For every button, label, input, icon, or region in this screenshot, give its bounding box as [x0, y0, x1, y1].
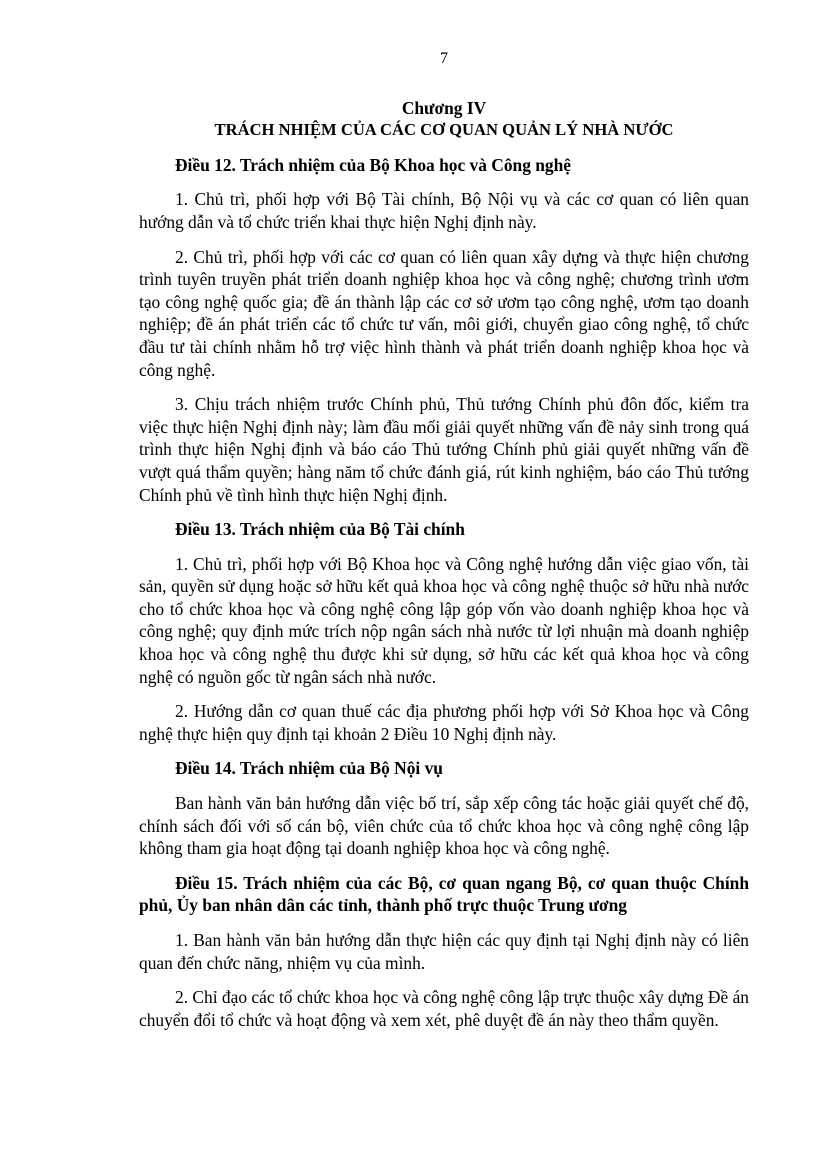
chapter-title: TRÁCH NHIỆM CỦA CÁC CƠ QUAN QUẢN LÝ NHÀ NƯỚC: [214, 120, 674, 140]
article-12-heading: Điều 12. Trách nhiệm của Bộ Khoa học và Công nghệ: [175, 154, 572, 175]
article-12-paragraph-2: 2. Chủ trì, phối hợp với các cơ quan có liên quan xây dựng và thực hiện chương trình tuyên truyền phát triển doanh nghiệp khoa học và công nghệ; chương trình ươm tạo công nghệ quốc gia; đề án thành lập các cơ sở ươm tạo công nghệ, ươm tạo doanh nghiệp; đề án phát triển các tổ chức tư vấn, môi giới, chuyển giao công nghệ, tổ chức đầu tư tài chính nhằm hỗ trợ việc hình thành và phát triển doanh nghiệp khoa học và công nghệ.: [139, 246, 749, 380]
article-12-paragraph-1: 1. Chủ trì, phối hợp với Bộ Tài chính, Bộ Nội vụ và các cơ quan có liên quan hướng dẫn và tổ chức triển khai thực hiện Nghị định này.: [139, 189, 749, 232]
article-13-paragraph-1: 1. Chủ trì, phối hợp với Bộ Khoa học và Công nghệ hướng dẫn việc giao vốn, tài sản, quyền sử dụng hoặc sở hữu kết quả khoa học và công nghệ thuộc sở hữu nhà nước cho tổ chức khoa học và công nghệ công lập góp vốn vào doanh nghiệp khoa học và công nghệ; quy định mức trích nộp ngân sách nhà nước từ lợi nhuận mà doanh nghiệp khoa học và công nghệ thu được khi sử dụng, sở hữu các kết quả khoa học và công nghệ có nguồn gốc từ ngân sách nhà nước.: [139, 553, 749, 687]
article-15-heading: Điều 15. Trách nhiệm của các Bộ, cơ quan ngang Bộ, cơ quan thuộc Chính phủ, Ủy ban nhân dân các tỉnh, thành phố trực thuộc Trung ương: [139, 872, 749, 916]
article-13-paragraph-2: 2. Hướng dẫn cơ quan thuế các địa phương phối hợp với Sở Khoa học và Công nghệ thực hiện quy định tại khoản 2 Điều 10 Nghị định này.: [139, 701, 749, 744]
article-15-paragraph-2: 2. Chỉ đạo các tổ chức khoa học và công nghệ công lập trực thuộc xây dựng Đề án chuyển đổi tổ chức và hoạt động và xem xét, phê duyệt đề án này theo thẩm quyền.: [139, 987, 749, 1030]
article-15-paragraph-1: 1. Ban hành văn bản hướng dẫn thực hiện các quy định tại Nghị định này có liên quan đến chức năng, nhiệm vụ của mình.: [139, 930, 749, 973]
chapter-label: Chương IV: [401, 97, 487, 118]
article-14-paragraph-1: Ban hành văn bản hướng dẫn việc bố trí, sắp xếp công tác hoặc giải quyết chế độ, chính sách đối với số cán bộ, viên chức của tổ chức khoa học và công nghệ công lập không tham gia hoạt động tại doanh nghiệp khoa học và công nghệ.: [139, 793, 749, 859]
article-13-heading: Điều 13. Trách nhiệm của Bộ Tài chính: [175, 519, 465, 540]
page-number: 7: [440, 50, 448, 67]
article-14-heading: Điều 14. Trách nhiệm của Bộ Nội vụ: [175, 758, 443, 779]
document-page: [139, 48, 749, 1043]
article-12-paragraph-3: 3. Chịu trách nhiệm trước Chính phủ, Thủ tướng Chính phủ đôn đốc, kiểm tra việc thực hiện Nghị định này; làm đầu mối giải quyết những vấn đề nảy sinh trong quá trình thực hiện Nghị định và báo cáo Thủ tướng Chính phủ giải quyết những vấn đề vượt quá thẩm quyền; hàng năm tổ chức đánh giá, rút kinh nghiệm, báo cáo Thủ tướng Chính phủ về tình hình thực hiện Nghị định.: [139, 394, 749, 505]
